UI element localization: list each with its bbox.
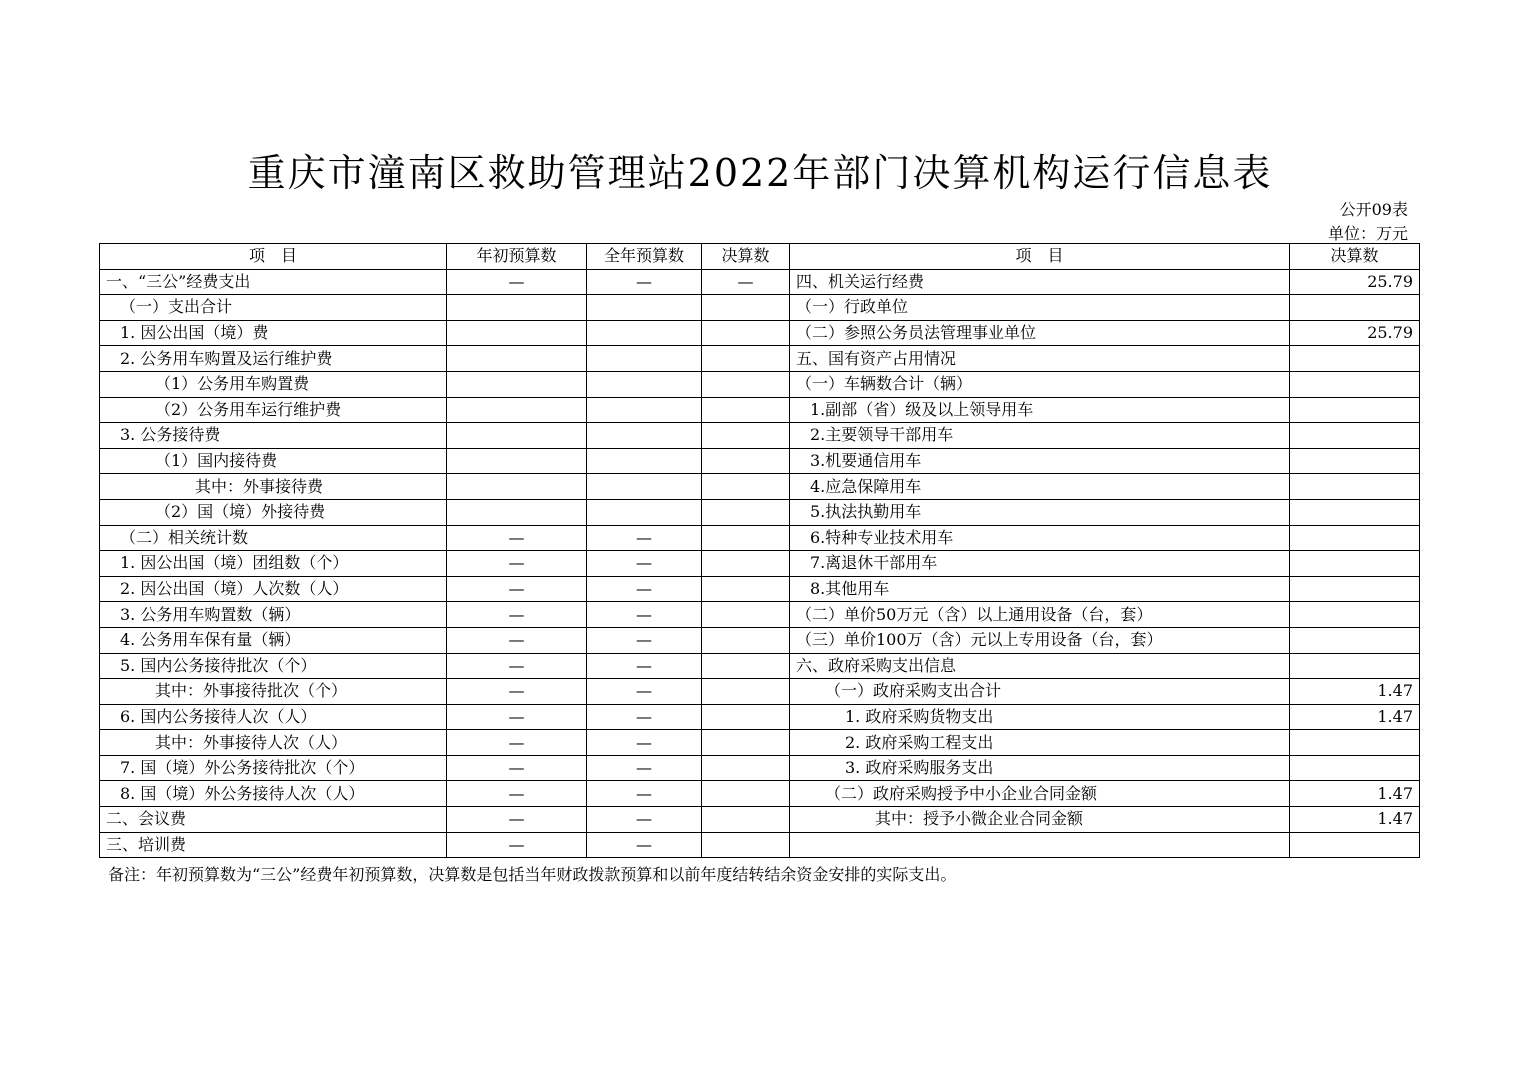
final-cell [702, 295, 790, 321]
initial-budget-cell: — [447, 704, 587, 730]
full-year-budget-cell: — [587, 602, 702, 628]
table-row [100, 397, 1420, 423]
full-year-budget-cell: — [587, 627, 702, 653]
left-item-cell: 其中：外事接待人次（人） [100, 730, 447, 756]
right-final-cell [1290, 653, 1420, 679]
right-final-cell [1290, 551, 1420, 577]
right-item-cell: 2.主要领导干部用车 [790, 423, 1290, 449]
right-final-cell: 1.47 [1290, 679, 1420, 705]
left-item-cell: 二、会议费 [100, 807, 447, 833]
right-item-cell [790, 832, 1290, 858]
right-item-cell: 8.其他用车 [790, 576, 1290, 602]
right-final-cell [1290, 397, 1420, 423]
table-row [100, 730, 1420, 756]
right-item-cell: 2. 政府采购工程支出 [790, 730, 1290, 756]
right-item-cell: （二）参照公务员法管理事业单位 [790, 320, 1290, 346]
right-item-cell: 五、国有资产占用情况 [790, 346, 1290, 372]
left-item-cell: 2. 因公出国（境）人次数（人） [100, 576, 447, 602]
left-item-cell: 7. 国（境）外公务接待批次（个） [100, 755, 447, 781]
left-item-cell: 5. 国内公务接待批次（个） [100, 653, 447, 679]
right-item-cell: （一）政府采购支出合计 [790, 679, 1290, 705]
final-cell [702, 576, 790, 602]
right-item-cell: 六、政府采购支出信息 [790, 653, 1290, 679]
right-final-cell [1290, 576, 1420, 602]
table-row [100, 320, 1420, 346]
initial-budget-cell: — [447, 807, 587, 833]
table-row [100, 525, 1420, 551]
full-year-budget-cell: — [587, 525, 702, 551]
full-year-budget-cell: — [587, 576, 702, 602]
right-item-cell: （一）车辆数合计（辆） [790, 371, 1290, 397]
initial-budget-cell: — [447, 551, 587, 577]
left-item-cell: 8. 国（境）外公务接待人次（人） [100, 781, 447, 807]
right-final-cell [1290, 448, 1420, 474]
final-cell [702, 627, 790, 653]
left-item-cell: 2. 公务用车购置及运行维护费 [100, 346, 447, 372]
right-final-cell [1290, 627, 1420, 653]
left-item-cell: 一、“三公”经费支出 [100, 269, 447, 295]
full-year-budget-cell: — [587, 551, 702, 577]
page-title: 重庆市潼南区救助管理站2022年部门决算机构运行信息表 [247, 151, 1273, 195]
full-year-budget-cell [587, 397, 702, 423]
initial-budget-cell [447, 320, 587, 346]
table-number: 公开09表 [1339, 200, 1408, 219]
full-year-budget-cell: — [587, 679, 702, 705]
right-final-cell [1290, 474, 1420, 500]
initial-budget-cell [447, 371, 587, 397]
left-item-cell: （一）支出合计 [100, 295, 447, 321]
right-item-cell: 1.副部（省）级及以上领导用车 [790, 397, 1290, 423]
right-item-cell: （二）政府采购授予中小企业合同金额 [790, 781, 1290, 807]
initial-budget-cell: — [447, 679, 587, 705]
full-year-budget-cell: — [587, 781, 702, 807]
right-item-cell: 6.特种专业技术用车 [790, 525, 1290, 551]
full-year-budget-cell [587, 474, 702, 500]
header-item-right: 项 目 [790, 244, 1290, 270]
right-item-cell: 其中：授予小微企业合同金额 [790, 807, 1290, 833]
final-cell: — [702, 269, 790, 295]
right-item-cell: 4.应急保障用车 [790, 474, 1290, 500]
table-row [100, 346, 1420, 372]
right-final-cell [1290, 423, 1420, 449]
initial-budget-cell: — [447, 730, 587, 756]
right-item-cell: （一）行政单位 [790, 295, 1290, 321]
left-item-cell: （二）相关统计数 [100, 525, 447, 551]
header-initial-budget: 年初预算数 [447, 244, 587, 270]
right-final-cell [1290, 755, 1420, 781]
initial-budget-cell: — [447, 832, 587, 858]
full-year-budget-cell: — [587, 653, 702, 679]
right-final-cell: 1.47 [1290, 807, 1420, 833]
full-year-budget-cell: — [587, 755, 702, 781]
table-row [100, 474, 1420, 500]
initial-budget-cell: — [447, 525, 587, 551]
table-row [100, 499, 1420, 525]
initial-budget-cell [447, 474, 587, 500]
right-final-cell: 25.79 [1290, 269, 1420, 295]
right-final-cell: 25.79 [1290, 320, 1420, 346]
footnote: 备注：年初预算数为“三公”经费年初预算数，决算数是包括当年财政拨款预算和以前年度结转结余资金安排的实际支出。 [108, 865, 957, 884]
initial-budget-cell: — [447, 653, 587, 679]
right-final-cell [1290, 371, 1420, 397]
right-item-cell: （二）单价50万元（含）以上通用设备（台，套） [790, 602, 1290, 628]
table-row [100, 832, 1420, 858]
right-final-cell [1290, 832, 1420, 858]
final-cell [702, 602, 790, 628]
initial-budget-cell [447, 423, 587, 449]
full-year-budget-cell: — [587, 807, 702, 833]
table-row [100, 576, 1420, 602]
initial-budget-cell: — [447, 576, 587, 602]
left-item-cell: 1. 因公出国（境）团组数（个） [100, 551, 447, 577]
initial-budget-cell: — [447, 602, 587, 628]
unit-label: 单位：万元 [1327, 224, 1408, 243]
right-final-cell [1290, 730, 1420, 756]
table-row [100, 653, 1420, 679]
table-row [100, 295, 1420, 321]
final-cell [702, 320, 790, 346]
left-item-cell: （2）国（境）外接待费 [100, 499, 447, 525]
header-final: 决算数 [702, 244, 790, 270]
right-item-cell: 7.离退休干部用车 [790, 551, 1290, 577]
full-year-budget-cell [587, 499, 702, 525]
right-final-cell [1290, 499, 1420, 525]
initial-budget-cell: — [447, 269, 587, 295]
right-item-cell: 5.执法执勤用车 [790, 499, 1290, 525]
table-row [100, 551, 1420, 577]
full-year-budget-cell: — [587, 832, 702, 858]
table-row [100, 679, 1420, 705]
left-item-cell: 其中：外事接待批次（个） [100, 679, 447, 705]
initial-budget-cell [447, 448, 587, 474]
final-cell [702, 371, 790, 397]
initial-budget-cell [447, 295, 587, 321]
right-final-cell: 1.47 [1290, 704, 1420, 730]
table-row [100, 781, 1420, 807]
final-cell [702, 423, 790, 449]
full-year-budget-cell [587, 295, 702, 321]
final-cell [702, 551, 790, 577]
full-year-budget-cell: — [587, 704, 702, 730]
initial-budget-cell [447, 499, 587, 525]
table-row [100, 371, 1420, 397]
table-row [100, 423, 1420, 449]
right-final-cell [1290, 295, 1420, 321]
final-cell [702, 679, 790, 705]
full-year-budget-cell [587, 423, 702, 449]
header-final-right: 决算数 [1290, 244, 1420, 270]
right-item-cell: 3. 政府采购服务支出 [790, 755, 1290, 781]
initial-budget-cell [447, 346, 587, 372]
right-item-cell: （三）单价100万（含）元以上专用设备（台，套） [790, 627, 1290, 653]
final-cell [702, 653, 790, 679]
left-item-cell: 其中：外事接待费 [100, 474, 447, 500]
final-cell [702, 730, 790, 756]
full-year-budget-cell [587, 320, 702, 346]
full-year-budget-cell: — [587, 269, 702, 295]
table-row [100, 627, 1420, 653]
table-row [100, 269, 1420, 295]
left-item-cell: 3. 公务用车购置数（辆） [100, 602, 447, 628]
final-cell [702, 448, 790, 474]
left-item-cell: 1. 因公出国（境）费 [100, 320, 447, 346]
right-item-cell: 3.机要通信用车 [790, 448, 1290, 474]
final-cell [702, 781, 790, 807]
final-cell [702, 807, 790, 833]
header-full-year-budget: 全年预算数 [587, 244, 702, 270]
right-final-cell [1290, 525, 1420, 551]
right-final-cell [1290, 602, 1420, 628]
final-cell [702, 755, 790, 781]
header-item: 项 目 [100, 244, 447, 270]
final-cell [702, 704, 790, 730]
table-row [100, 602, 1420, 628]
final-cell [702, 832, 790, 858]
final-cell [702, 474, 790, 500]
right-item-cell: 四、机关运行经费 [790, 269, 1290, 295]
initial-budget-cell: — [447, 627, 587, 653]
left-item-cell: 三、培训费 [100, 832, 447, 858]
right-final-cell: 1.47 [1290, 781, 1420, 807]
operation-info-table [99, 243, 1420, 858]
left-item-cell: （2）公务用车运行维护费 [100, 397, 447, 423]
table-row [100, 807, 1420, 833]
initial-budget-cell [447, 397, 587, 423]
left-item-cell: 3. 公务接待费 [100, 423, 447, 449]
full-year-budget-cell [587, 448, 702, 474]
initial-budget-cell: — [447, 755, 587, 781]
full-year-budget-cell [587, 346, 702, 372]
table-row [100, 704, 1420, 730]
final-cell [702, 499, 790, 525]
table-header-row [100, 244, 1420, 270]
final-cell [702, 397, 790, 423]
right-final-cell [1290, 346, 1420, 372]
left-item-cell: 4. 公务用车保有量（辆） [100, 627, 447, 653]
initial-budget-cell: — [447, 781, 587, 807]
left-item-cell: （1）公务用车购置费 [100, 371, 447, 397]
final-cell [702, 346, 790, 372]
final-cell [702, 525, 790, 551]
full-year-budget-cell [587, 371, 702, 397]
left-item-cell: 6. 国内公务接待人次（人） [100, 704, 447, 730]
full-year-budget-cell: — [587, 730, 702, 756]
left-item-cell: （1）国内接待费 [100, 448, 447, 474]
right-item-cell: 1. 政府采购货物支出 [790, 704, 1290, 730]
table-row [100, 448, 1420, 474]
table-row [100, 755, 1420, 781]
